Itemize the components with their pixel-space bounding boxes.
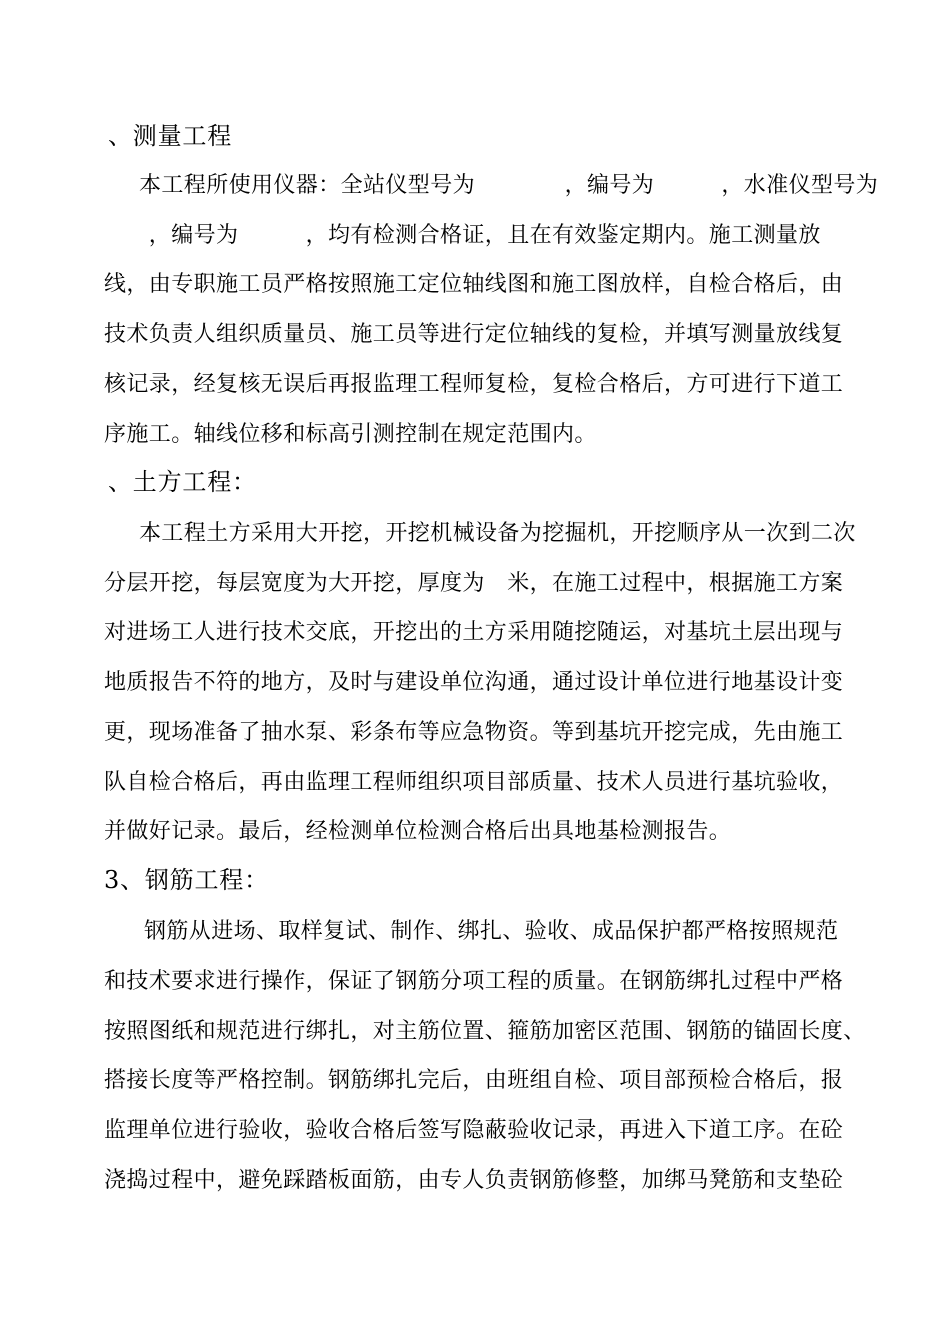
paragraph-line: 队自检合格后，再由监理工程师组织项目部质量、技术人员进行基坑验收，: [104, 770, 844, 795]
paragraph-line: 按照图纸和规范进行绑扎，对主筋位置、箍筋加密区范围、钢筋的锚固长度、: [104, 1019, 866, 1044]
paragraph-line: ，编号为 ，均有检测合格证，且在有效鉴定期内。施工测量放: [104, 223, 821, 248]
paragraph-line: 更，现场准备了抽水泵、彩条布等应急物资。等到基坑开挖完成，先由施工: [104, 720, 844, 745]
paragraph-line: 对进场工人进行技术交底，开挖出的土方采用随挖随运，对基坑土层出现与: [104, 620, 844, 645]
paragraph-line: 核记录，经复核无误后再报监理工程师复检，复检合格后，方可进行下道工: [104, 372, 844, 397]
paragraph-line: 本工程所使用仪器：全站仪型号为 ，编号为 ，水准仪型号为: [139, 173, 879, 198]
paragraph-line: 并做好记录。最后，经检测单位检测合格后出具地基检测报告。: [104, 819, 732, 844]
paragraph-line: 分层开挖，每层宽度为大开挖，厚度为 米，在施工过程中，根据施工方案: [104, 571, 844, 596]
paragraph-line: 技术负责人组织质量员、施工员等进行定位轴线的复检，并填写测量放线复: [104, 322, 844, 347]
paragraph-line: 搭接长度等严格控制。钢筋绑扎完后，由班组自检、项目部预检合格后，报: [104, 1068, 844, 1093]
paragraph-line: 浇捣过程中，避免踩踏板面筋，由专人负责钢筋修整，加绑马凳筋和支垫砼: [104, 1168, 844, 1193]
paragraph-line: 线，由专职施工员严格按照施工定位轴线图和施工图放样，自检合格后，由: [104, 272, 844, 297]
section-heading-survey: 、测量工程: [108, 122, 232, 150]
paragraph-line: 监理单位进行验收，验收合格后签写隐蔽验收记录，再进入下道工序。在砼: [104, 1118, 844, 1143]
paragraph-line: 本工程土方采用大开挖，开挖机械设备为挖掘机，开挖顺序从一次到二次: [139, 521, 856, 546]
paragraph-line: 序施工。轴线位移和标高引测控制在规定范围内。: [104, 422, 597, 447]
section-heading-earthwork: 、土方工程：: [108, 468, 257, 496]
paragraph-line: 钢筋从进场、取样复试、制作、绑扎、验收、成品保护都严格按照规范: [144, 919, 839, 944]
paragraph-line: 地质报告不符的地方，及时与建设单位沟通，通过设计单位进行地基设计变: [104, 670, 844, 695]
section-heading-rebar: 3、钢筋工程：: [104, 866, 269, 894]
paragraph-line: 和技术要求进行操作，保证了钢筋分项工程的质量。在钢筋绑扎过程中严格: [104, 969, 844, 994]
